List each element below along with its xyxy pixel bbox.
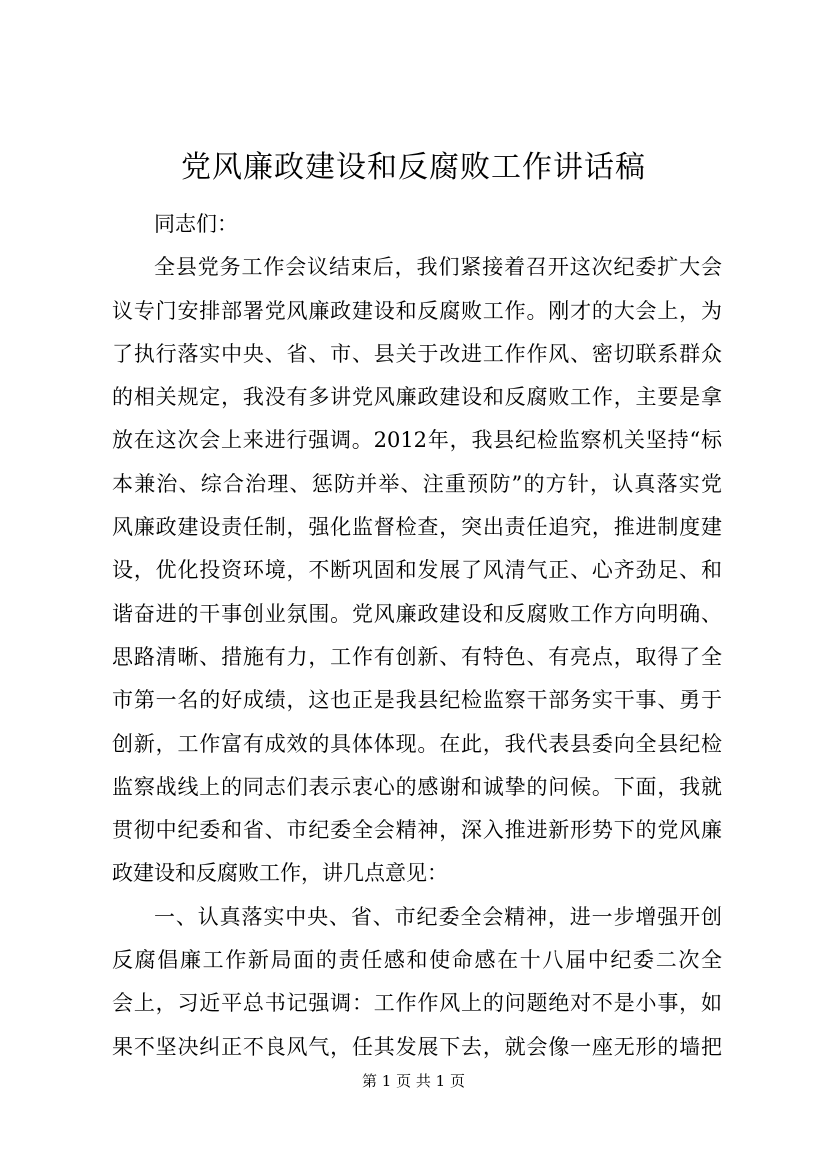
body-line: 创新，工作富有成效的具体体现。在此，我代表县委向全县纪检 [112, 731, 722, 756]
section-heading-line: 一、认真落实中央、省、市纪委全会精神，进一步增强开创 [154, 904, 722, 929]
body-line: 全县党务工作会议结束后，我们紧接着召开这次纪委扩大会 [154, 255, 722, 280]
body-line: 贯彻中纪委和省、市纪委全会精神，深入推进新形势下的党风廉 [112, 818, 722, 843]
body-line: 果不坚决纠正不良风气，任其发展下去，就会像一座无形的墙把 [112, 1034, 722, 1059]
body-line: 本兼治、综合治理、惩防并举、注重预防”的方针，认真落实党 [112, 471, 722, 496]
body-line: 议专门安排部署党风廉政建设和反腐败工作。刚才的大会上，为 [112, 298, 722, 323]
body-line: 监察战线上的同志们表示衷心的感谢和诚挚的问候。下面，我就 [112, 774, 722, 799]
body-line: 政建设和反腐败工作，讲几点意见： [112, 861, 448, 886]
body-line: 谐奋进的干事创业氛围。党风廉政建设和反腐败工作方向明确、 [112, 601, 722, 626]
body-line: 反腐倡廉工作新局面的责任感和使命感在十八届中纪委二次全 [112, 948, 722, 973]
body-line: 放在这次会上来进行强调。2012年，我县纪检监察机关坚持“标 [112, 428, 722, 453]
body-line: 了执行落实中央、省、市、县关于改进工作作风、密切联系群众 [112, 341, 722, 366]
body-line: 思路清晰、措施有力，工作有创新、有特色、有亮点，取得了全 [112, 644, 722, 669]
page-footer: 第 1 页 共 1 页 [362, 1072, 465, 1090]
body-line: 风廉政建设责任制，强化监督检查，突出责任追究，推进制度建 [112, 515, 722, 540]
document-body [112, 203, 722, 1069]
body-line: 设，优化投资环境，不断巩固和发展了风清气正、心齐劲足、和 [112, 558, 722, 583]
salutation-line: 同志们： [154, 212, 238, 236]
body-line: 的相关规定，我没有多讲党风廉政建设和反腐败工作，主要是拿 [112, 385, 722, 410]
document-title: 党风廉政建设和反腐败工作讲话稿 [181, 150, 646, 185]
body-line: 会上，习近平总书记强调：工作作风上的问题绝对不是小事，如 [112, 991, 722, 1016]
body-line: 市第一名的好成绩，这也正是我县纪检监察干部务实干事、勇于 [112, 688, 722, 713]
